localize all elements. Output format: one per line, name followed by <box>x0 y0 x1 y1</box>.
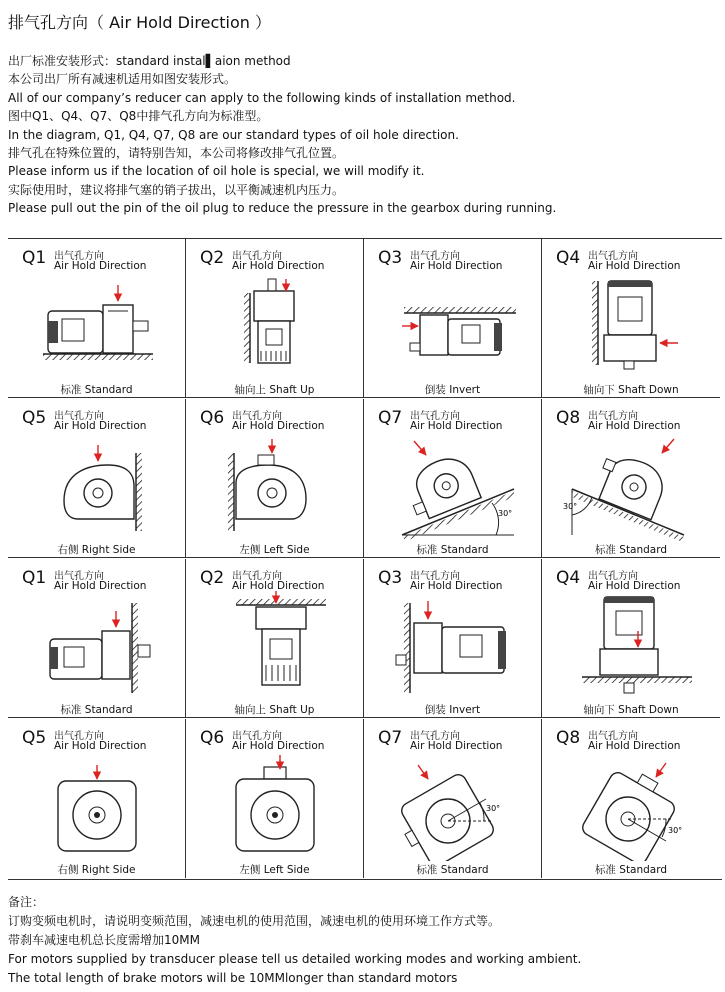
cell-caption: 轴向上 Shaft Up <box>234 704 315 716</box>
intro-line: 实际使用时，建议将排气塞的销子拔出，以平衡减速机内压力。 <box>8 182 345 197</box>
cell-q2-shaft-up <box>186 239 364 398</box>
cell-code: Q2 <box>200 568 225 588</box>
cell-heading-cn: 出气孔方向 <box>54 251 104 262</box>
tilt-left-diagram <box>562 431 702 541</box>
intro-line: 本公司出厂所有减速机适用如图安装形式。 <box>8 72 237 87</box>
cell-heading-en: Air Hold Direction <box>410 740 503 752</box>
cell-heading-en: Air Hold Direction <box>410 260 503 272</box>
cell-code: Q8 <box>556 408 581 428</box>
intro-line: 排气孔在特殊位置的，请特别告知，本公司将修改排气孔位置。 <box>8 145 345 160</box>
cell-q5-right-side-front <box>8 719 186 878</box>
cell-caption: 轴向上 Shaft Up <box>234 384 315 396</box>
cell-heading-cn: 出气孔方向 <box>588 251 638 262</box>
cell-code: Q1 <box>22 248 47 268</box>
cell-q7-standard-tilt <box>364 399 542 558</box>
cell-heading-cn: 出气孔方向 <box>232 571 282 582</box>
angle-label: 30° <box>486 804 501 813</box>
tilt-right-diagram <box>384 431 524 541</box>
cell-heading-en: Air Hold Direction <box>54 740 147 752</box>
cell-q3-invert-flange <box>364 559 542 718</box>
shaft-down-diagram <box>562 271 702 381</box>
cell-q6-left-side <box>186 399 364 558</box>
cell-code: Q6 <box>200 408 225 428</box>
cell-heading-en: Air Hold Direction <box>588 740 681 752</box>
intro-text <box>8 52 723 218</box>
cell-code: Q4 <box>556 248 581 268</box>
cell-caption: 标准 Standard <box>594 864 668 876</box>
cell-heading-cn: 出气孔方向 <box>54 411 104 422</box>
cell-code: Q3 <box>378 248 403 268</box>
invert-diagram <box>384 271 524 381</box>
cell-heading-cn: 出气孔方向 <box>410 251 460 262</box>
flange-standard-diagram <box>28 591 168 701</box>
notes-heading: 备注： <box>8 895 45 909</box>
cell-code: Q8 <box>556 728 581 748</box>
angle-label: 30° <box>498 509 513 518</box>
cell-heading-en: Air Hold Direction <box>588 260 681 272</box>
cell-caption: 标准 Standard <box>60 384 133 396</box>
left-side-front-diagram <box>206 751 346 861</box>
cell-code: Q5 <box>22 408 47 428</box>
cell-code: Q7 <box>378 728 403 748</box>
cell-caption: 标准 Standard <box>60 704 133 716</box>
cell-caption: 左侧 Left Side <box>239 864 310 876</box>
note-line: The total length of brake motors will be 10MMlonger than standard motors <box>8 971 458 985</box>
cell-heading-en: Air Hold Direction <box>588 580 681 592</box>
cell-heading-en: Air Hold Direction <box>54 420 147 432</box>
cell-q3-invert <box>364 239 542 398</box>
cell-heading-en: Air Hold Direction <box>410 580 503 592</box>
note-line: 订购变频电机时，请说明变频范围，减速电机的使用范围，减速电机的使用环境工作方式等。 <box>8 914 501 928</box>
shaft-up-diagram <box>206 271 346 381</box>
cell-heading-cn: 出气孔方向 <box>232 411 282 422</box>
cell-q6-left-side-front <box>186 719 364 878</box>
cell-heading-en: Air Hold Direction <box>232 740 325 752</box>
intro-line: Please inform us if the location of oil hole is special, we will modify it. <box>8 164 425 179</box>
cell-heading-en: Air Hold Direction <box>54 260 147 272</box>
cell-caption: 左侧 Left Side <box>239 544 310 556</box>
cell-heading-cn: 出气孔方向 <box>54 571 104 582</box>
cell-q1-standard-flange <box>8 559 186 718</box>
cell-caption: 右侧 Right Side <box>57 864 136 876</box>
shaft-down-flange-diagram <box>562 591 702 701</box>
cell-code: Q1 <box>22 568 47 588</box>
cell-code: Q4 <box>556 568 581 588</box>
page-title: 排气孔方向（ Air Hold Direction ） <box>8 13 272 32</box>
cell-q4-shaft-down <box>542 239 720 398</box>
cell-heading-cn: 出气孔方向 <box>410 571 460 582</box>
cell-caption: 右侧 Right Side <box>57 544 136 556</box>
left-side-diagram <box>206 431 346 541</box>
cell-code: Q7 <box>378 408 403 428</box>
shaft-up-flange-diagram <box>206 591 346 701</box>
cell-q8-standard-front <box>542 719 720 878</box>
intro-line: Please pull out the pin of the oil plug to reduce the pressure in the gearbox during running. <box>8 201 557 216</box>
cell-code: Q2 <box>200 248 225 268</box>
right-side-front-diagram <box>28 751 168 861</box>
note-line: For motors supplied by transducer please tell us detailed working modes and working ambient. <box>8 952 582 966</box>
angle-label: 30° <box>563 502 578 511</box>
intro-line: All of our company’s reducer can apply to the following kinds of installation method. <box>8 90 516 105</box>
cell-heading-cn: 出气孔方向 <box>588 731 638 742</box>
cell-heading-en: Air Hold Direction <box>232 260 325 272</box>
cell-q7-standard-front <box>364 719 542 878</box>
cell-heading-cn: 出气孔方向 <box>54 731 104 742</box>
cell-q4-shaft-down-flange <box>542 559 720 718</box>
cell-caption: 倒装 Invert <box>424 384 481 396</box>
cell-heading-en: Air Hold Direction <box>410 420 503 432</box>
cell-heading-cn: 出气孔方向 <box>588 411 638 422</box>
cell-caption: 轴向下 Shaft Down <box>583 384 679 396</box>
cell-code: Q5 <box>22 728 47 748</box>
cell-heading-en: Air Hold Direction <box>588 420 681 432</box>
notes-section <box>8 893 723 988</box>
note-line: 带刹车减速电机总长度需增加10MM <box>8 933 200 947</box>
cell-q5-right-side <box>8 399 186 558</box>
cell-heading-en: Air Hold Direction <box>54 580 147 592</box>
tilt-left-front-diagram <box>562 751 702 861</box>
cell-caption: 倒装 Invert <box>424 704 481 716</box>
intro-line: In the diagram, Q1, Q4, Q7, Q8 are our standard types of oil hole direction. <box>8 127 459 142</box>
cell-q2-shaft-up-flange <box>186 559 364 718</box>
cell-caption: 轴向下 Shaft Down <box>583 704 679 716</box>
cell-q8-standard-tilt <box>542 399 720 558</box>
cell-code: Q3 <box>378 568 403 588</box>
cell-heading-cn: 出气孔方向 <box>410 731 460 742</box>
tilt-right-front-diagram <box>384 751 524 861</box>
intro-line: 出厂标准安装形式：standard instal▌aion method <box>8 54 291 68</box>
cell-caption: 标准 Standard <box>416 864 489 876</box>
cell-heading-en: Air Hold Direction <box>232 580 325 592</box>
right-side-diagram <box>28 431 168 541</box>
cell-heading-cn: 出气孔方向 <box>410 411 460 422</box>
cell-q1-standard <box>8 239 186 398</box>
installation-grid <box>8 238 722 880</box>
cell-heading-cn: 出气孔方向 <box>232 251 282 262</box>
invert-flange-diagram <box>384 591 524 701</box>
cell-heading-cn: 出气孔方向 <box>588 571 638 582</box>
cell-code: Q6 <box>200 728 225 748</box>
foot-mount-standard-diagram <box>28 271 168 381</box>
angle-label: 30° <box>668 826 683 835</box>
cell-caption: 标准 Standard <box>416 544 489 556</box>
cell-heading-cn: 出气孔方向 <box>232 731 282 742</box>
cell-caption: 标准 Standard <box>594 544 668 556</box>
cell-heading-en: Air Hold Direction <box>232 420 325 432</box>
intro-line: 图中Q1、Q4、Q7、Q8中排气孔方向为标准型。 <box>8 109 269 124</box>
